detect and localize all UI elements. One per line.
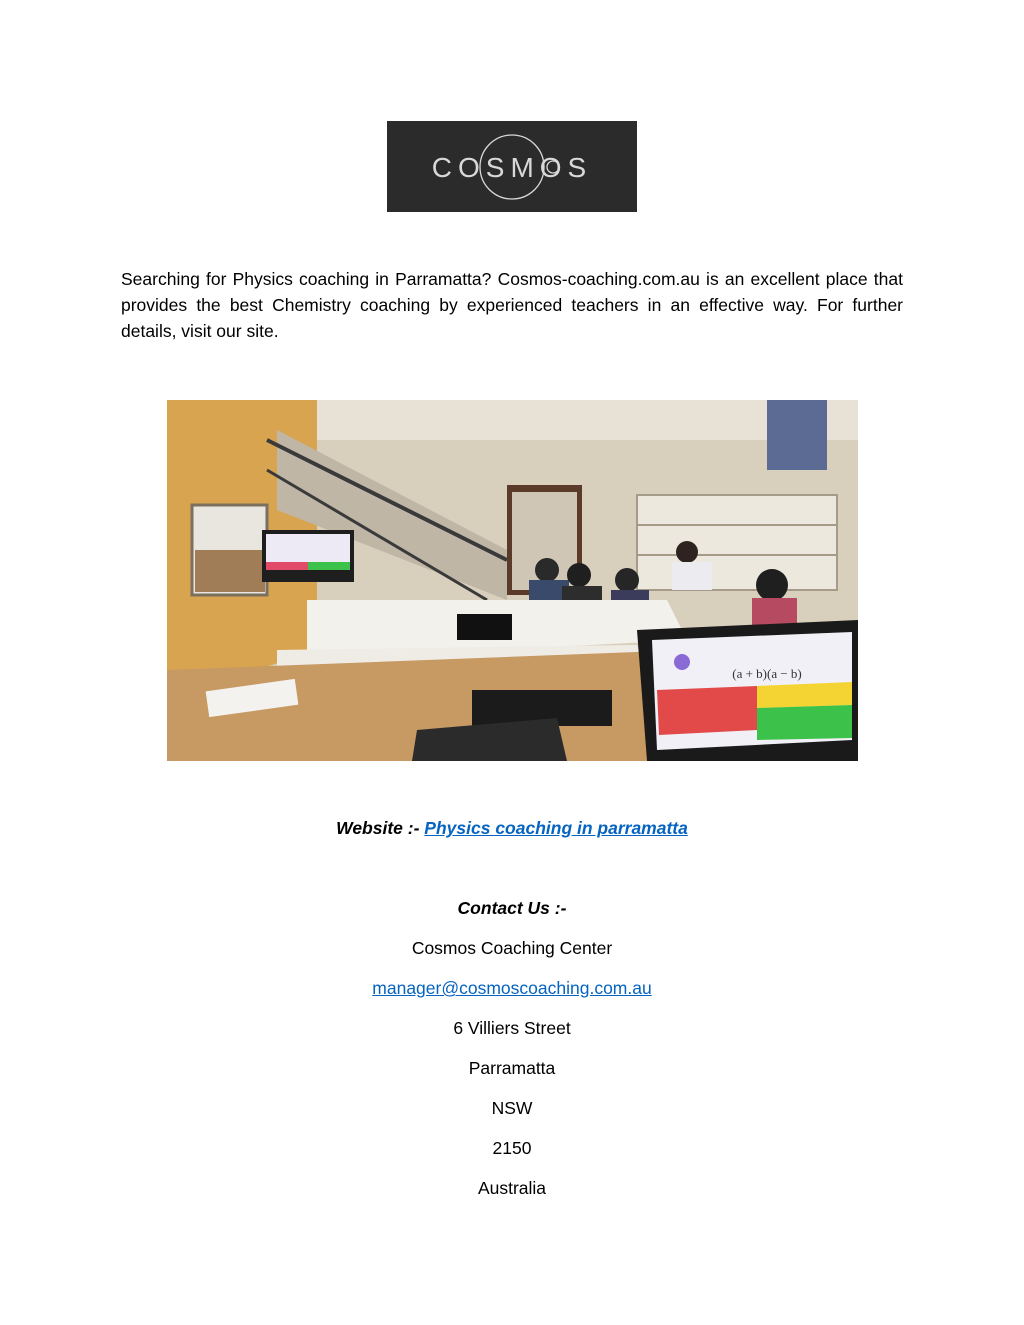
screen-formula: (a + b)(a − b): [732, 666, 802, 681]
contact-name: Cosmos Coaching Center: [411, 938, 613, 958]
logo-text: COSMOS: [431, 152, 593, 183]
contact-email-line: [0, 975, 1024, 1001]
cosmos-logo: [387, 121, 637, 212]
website-link[interactable]: Physics coaching in parramatta: [424, 818, 688, 838]
cosmos-logo-graphic: [387, 121, 637, 212]
website-label: Website :-: [336, 818, 425, 838]
contact-state: NSW: [491, 1098, 533, 1118]
intro-paragraph: Searching for Physics coaching in Parramatta? Cosmos-coaching.com.au is an excellent place that provides the best Chemistry coaching by experienced teachers in an effective way. For further details, visit our site.: [121, 269, 903, 341]
contact-street: 6 Villiers Street: [453, 1018, 571, 1038]
contact-email-link[interactable]: manager@cosmoscoaching.com.au: [372, 978, 652, 998]
contact-city: Parramatta: [468, 1058, 556, 1078]
contact-heading: Contact Us :-: [457, 898, 567, 918]
website-line: [0, 815, 1024, 841]
classroom-photo: [167, 400, 858, 761]
classroom-photo-graphic: [167, 400, 858, 761]
contact-postcode: 2150: [492, 1138, 532, 1158]
contact-country: Australia: [477, 1178, 547, 1198]
